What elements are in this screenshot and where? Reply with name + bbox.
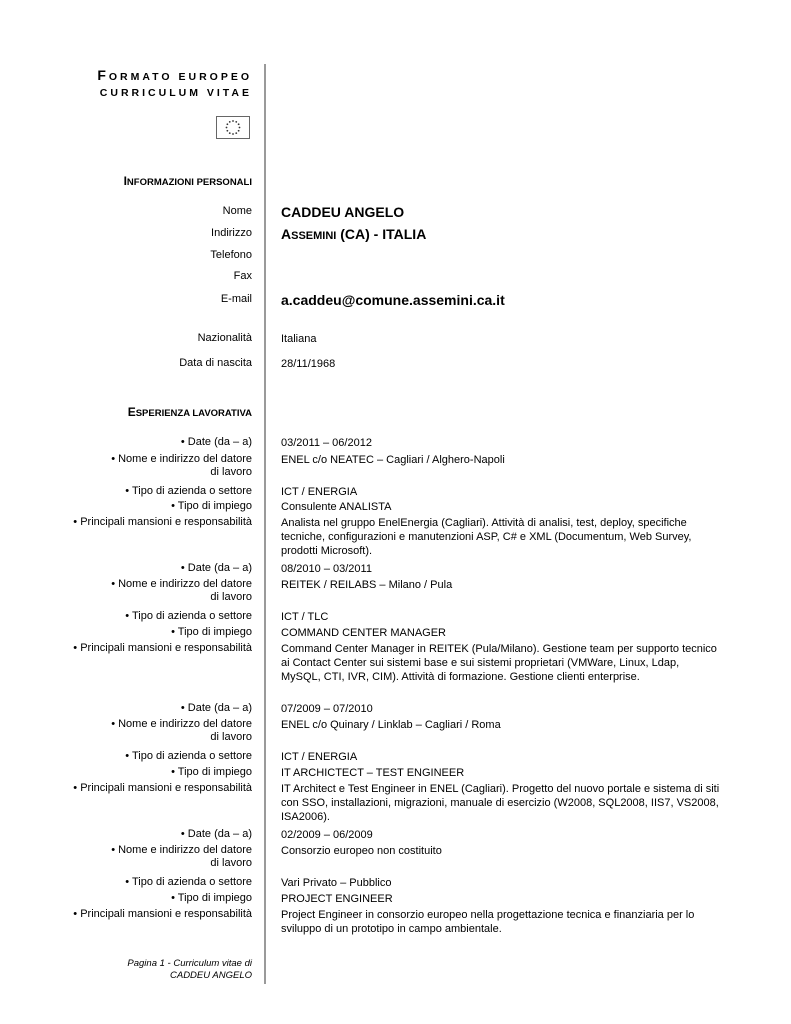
page-footer	[127, 958, 252, 982]
footer-line-2: CADDEU ANGELO	[170, 970, 252, 981]
label-position: • Tipo di impiego	[171, 766, 252, 778]
flag-star	[226, 123, 228, 125]
label-position: • Tipo di impiego	[171, 892, 252, 904]
flag-star	[232, 133, 234, 135]
value-employer: REITEK / REILABS – Milano / Pula	[281, 579, 453, 591]
value-sector: ICT / TLC	[281, 611, 329, 623]
label-birth-date: Data di nascita	[179, 357, 252, 369]
footer-line-1: Pagina 1 - Curriculum vitae di	[127, 958, 252, 969]
label-duties: • Principali mansioni e responsabilità	[73, 642, 252, 654]
value-position: Consulente ANALISTA	[281, 501, 392, 513]
label-sector: • Tipo di azienda o settore	[125, 876, 252, 888]
flag-star	[235, 132, 237, 134]
flag-star	[235, 121, 237, 123]
flag-star	[238, 130, 240, 132]
label-employer: • Nome e indirizzo del datore di lavoro	[111, 578, 252, 603]
value-dates: 08/2010 – 03/2011	[281, 563, 372, 575]
value-duties: Analista nel gruppo EnelEnergia (Cagliari). Attività di analisi, test, deploy, specifiche tecniche, configurazioni e manutenzioni ASP, C# e XML (Documentum, Web Survey, prodotti Microsoft).	[281, 517, 692, 557]
label-dates: • Date (da – a)	[180, 436, 252, 448]
flag-star	[238, 123, 240, 125]
cv-title: FORMATO EUROPEO	[97, 67, 252, 83]
value-duties: Command Center Manager in REITEK (Pula/Milano). Gestione team per supporto tecnico ai Contact Center sui sistemi base e sui sistemi proprietari (VMWare, Linux, Ldap, MySQL, CTI, IVR, CIM). Attività di formazione. Gestione clienti enterprise.	[281, 643, 717, 683]
label-employer: • Nome e indirizzo del datore di lavoro	[111, 453, 252, 478]
column-divider	[264, 64, 266, 984]
section-personal-info: INFORMAZIONI PERSONALI	[123, 174, 252, 188]
section-work-experience: ESPERIENZA LAVORATIVA	[127, 405, 252, 419]
label-employer: • Nome e indirizzo del datore di lavoro	[111, 844, 252, 869]
value-dates: 07/2009 – 07/2010	[281, 703, 373, 715]
flag-star	[226, 127, 228, 129]
flag-star	[239, 127, 241, 129]
label-position: • Tipo di impiego	[171, 500, 252, 512]
label-sector: • Tipo di azienda o settore	[125, 750, 252, 762]
value-position: COMMAND CENTER MANAGER	[281, 627, 447, 639]
flag-star	[229, 132, 231, 134]
value-sector: ICT / ENERGIA	[281, 751, 358, 763]
value-sector: ICT / ENERGIA	[281, 486, 358, 498]
label-name: Nome	[222, 205, 252, 217]
value-nationality: Italiana	[281, 333, 317, 345]
value-birth-date: 28/11/1968	[281, 358, 336, 370]
label-duties: • Principali mansioni e responsabilità	[73, 782, 252, 794]
value-email[interactable]: a.caddeu@comune.assemini.ca.it	[281, 292, 505, 308]
value-position: PROJECT ENGINEER	[281, 893, 393, 905]
flag-star	[232, 120, 234, 122]
cv-subtitle: CURRICULUM VITAE	[99, 87, 252, 99]
label-nationality: Nazionalità	[197, 332, 252, 344]
label-duties: • Principali mansioni e responsabilità	[73, 516, 252, 528]
label-dates: • Date (da – a)	[180, 828, 252, 840]
value-duties: IT Architect e Test Engineer in ENEL (Cagliari). Progetto del nuovo portale e sistema di siti con SSO, installazioni, migrazioni, manuale di esercizio (W2008, SQL2008, IIS7, VS2008, ISA2006).	[281, 783, 720, 823]
value-sector: Vari Privato – Pubblico	[281, 877, 392, 889]
label-email: E-mail	[220, 293, 252, 305]
label-phone: Telefono	[210, 249, 252, 261]
eu-flag-icon	[216, 116, 250, 139]
value-employer: ENEL c/o NEATEC – Cagliari / Alghero-Napoli	[281, 454, 505, 466]
label-sector: • Tipo di azienda o settore	[125, 485, 252, 497]
value-address: ASSEMINI (CA) - ITALIA	[281, 226, 427, 242]
label-dates: • Date (da – a)	[180, 562, 252, 574]
label-employer: • Nome e indirizzo del datore di lavoro	[111, 718, 252, 743]
label-fax: Fax	[233, 270, 252, 282]
value-dates: 03/2011 – 06/2012	[281, 437, 372, 449]
label-duties: • Principali mansioni e responsabilità	[73, 908, 252, 920]
label-address: Indirizzo	[211, 227, 252, 239]
value-name: CADDEU ANGELO	[281, 204, 405, 220]
value-position: IT ARCHICTECT – TEST ENGINEER	[281, 767, 465, 779]
flag-star	[226, 130, 228, 132]
value-duties: Project Engineer in consorzio europeo nella progettazione tecnica e finanziaria per lo sviluppo di un prototipo in campo ambientale.	[281, 909, 695, 935]
label-dates: • Date (da – a)	[180, 702, 252, 714]
value-employer: ENEL c/o Quinary / Linklab – Cagliari / Roma	[281, 719, 501, 731]
label-sector: • Tipo di azienda o settore	[125, 610, 252, 622]
label-position: • Tipo di impiego	[171, 626, 252, 638]
value-employer: Consorzio europeo non costituito	[281, 845, 442, 857]
value-dates: 02/2009 – 06/2009	[281, 829, 373, 841]
flag-star	[229, 121, 231, 123]
